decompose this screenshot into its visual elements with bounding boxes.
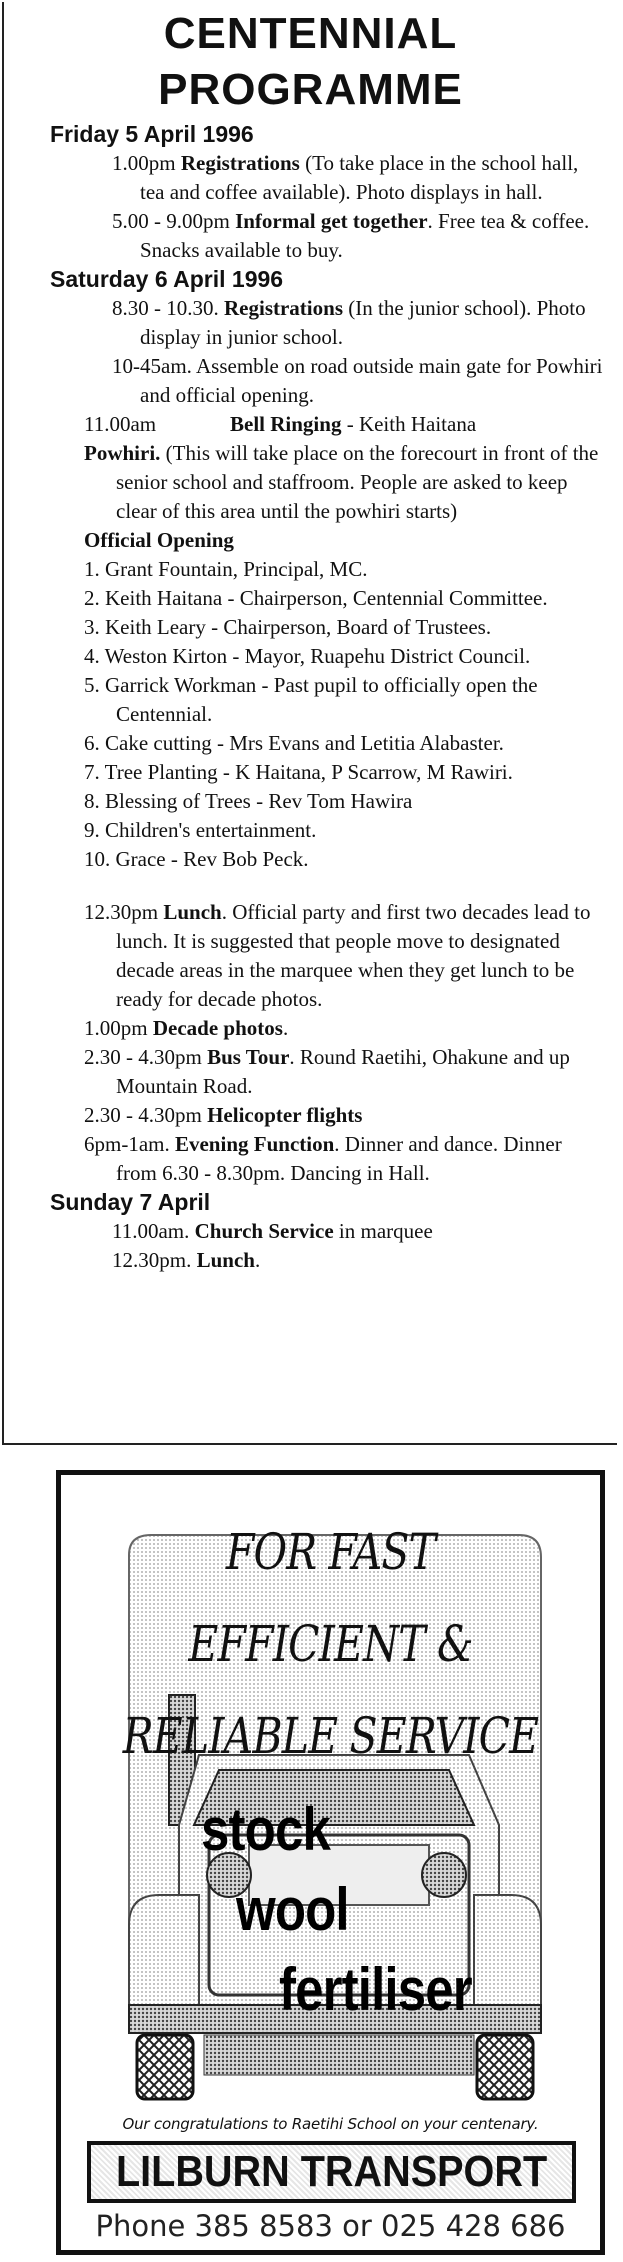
slogan-line-1: FOR FAST [225, 1523, 436, 1581]
lilburn-transport-advert [56, 1470, 605, 2255]
official-opening-list [4, 555, 617, 874]
official-item: 8. Blessing of Trees - Rev Tom Hawira [84, 789, 413, 813]
official-item: 1. Grant Fountain, Principal, MC. [84, 557, 368, 581]
saturday-heading: Saturday 6 April 1996 [50, 266, 284, 292]
afternoon-item: 1.00pm Decade photos. [84, 1016, 289, 1040]
official-item: 10. Grace - Rev Bob Peck. [84, 847, 309, 871]
afternoon-item: 12.30pm Lunch. Official party and first two decades lead to lunch. It is suggested that people move to designated decade areas in the marquee when they get lunch to be ready for decade photos. [84, 900, 591, 1011]
saturday-assemble: 10-45am. Assemble on road outside main gate for Powhiri and official opening. [112, 354, 603, 407]
saturday-registrations: 8.30 - 10.30. Registrations (In the junior school). Photo display in junior school. [112, 296, 586, 349]
friday-item: 1.00pm Registrations (To take place in the school hall, tea and coffee available). Photo displays in hall. [112, 151, 579, 204]
company-name [87, 2141, 576, 2203]
official-item: 9. Children's entertainment. [84, 818, 317, 842]
congratulations-message: Our congratulations to Raetihi School on your centenary. [122, 2115, 539, 2133]
official-item: 5. Garrick Workman - Past pupil to officially open the Centennial. [84, 673, 538, 726]
official-item: 7. Tree Planting - K Haitana, P Scarrow, M Rawiri. [84, 760, 513, 784]
slogan-line-3: RELIABLE SERVICE [122, 1707, 539, 1765]
saturday-bell-ringing: 11.00am Bell Ringing - Keith Haitana [84, 412, 477, 436]
saturday-powhiri: Powhiri. (This will take place on the forecourt in front of the senior school and staffroom. People are asked to keep clear of this area until the powhiri starts) [84, 441, 599, 523]
official-item: 6. Cake cutting - Mrs Evans and Letitia Alabaster. [84, 731, 504, 755]
sunday-heading: Sunday 7 April [50, 1189, 211, 1215]
title-line-1: CENTENNIAL [163, 9, 458, 58]
title-line-2: PROGRAMME [158, 65, 463, 114]
official-item: 3. Keith Leary - Chairperson, Board of Trustees. [84, 615, 492, 639]
company-name-text: LILBURN TRANSPORT [115, 2147, 548, 2196]
official-opening-heading: Official Opening [84, 528, 234, 552]
slogan-line-2: EFFICIENT & [188, 1615, 473, 1673]
centennial-programme [2, 2, 617, 1445]
programme-title [4, 6, 617, 118]
afternoon-item: 2.30 - 4.30pm Bus Tour. Round Raetihi, Ohakune and up Mountain Road. [84, 1045, 570, 1098]
cargo-stock: stock [201, 1796, 330, 1863]
phone-number: Phone 385 8583 or 025 428 686 [95, 2209, 566, 2243]
sunday-item: 11.00am. Church Service in marquee [112, 1219, 433, 1243]
cargo-fertiliser: fertiliser [279, 1956, 472, 2023]
cargo-wool: wool [236, 1876, 349, 1943]
friday-heading: Friday 5 April 1996 [50, 121, 254, 147]
friday-item: 5.00 - 9.00pm Informal get together. Free tea & coffee. Snacks available to buy. [112, 209, 590, 262]
afternoon-item: 2.30 - 4.30pm Helicopter flights [84, 1103, 363, 1127]
afternoon-item: 6pm-1am. Evening Function. Dinner and dance. Dinner from 6.30 - 8.30pm. Dancing in Hall. [84, 1132, 562, 1185]
official-item: 4. Weston Kirton - Mayor, Ruapehu District Council. [84, 644, 531, 668]
official-item: 2. Keith Haitana - Chairperson, Centennial Committee. [84, 586, 548, 610]
sunday-item: 12.30pm. Lunch. [112, 1248, 261, 1272]
